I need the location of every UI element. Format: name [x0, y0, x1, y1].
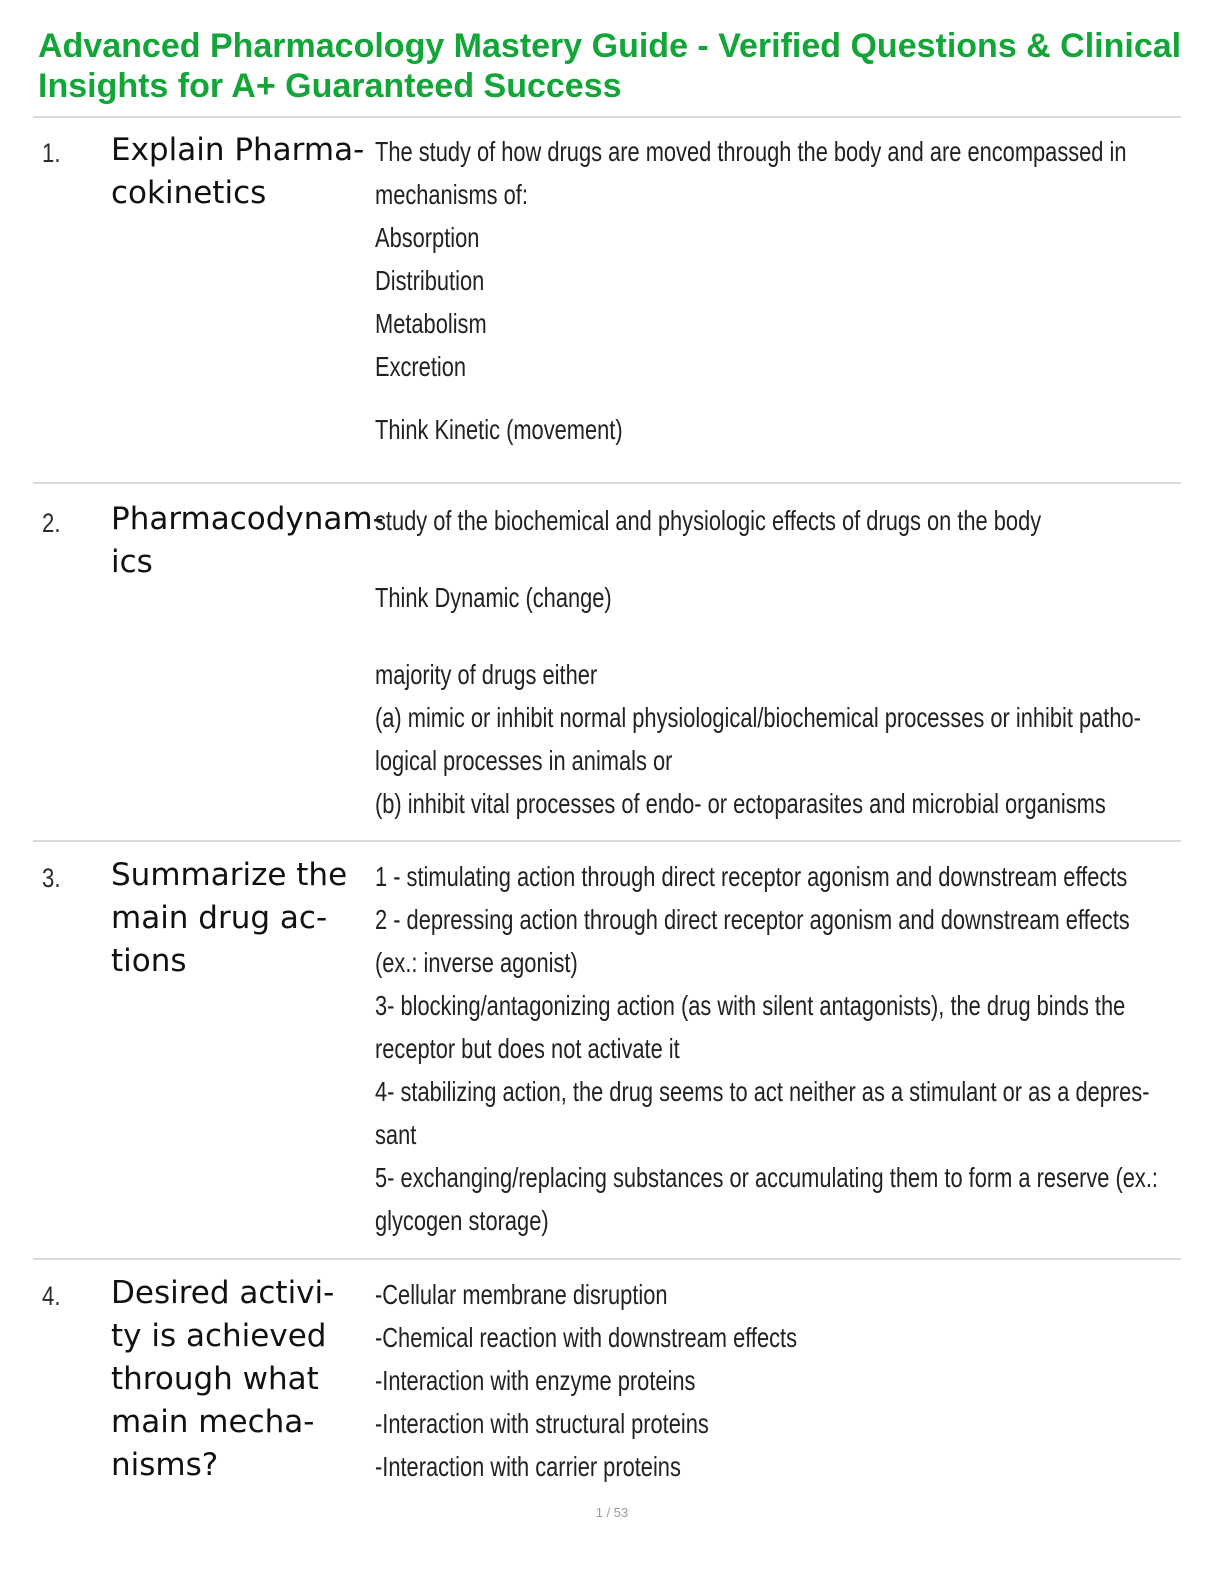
definition-line: -Interaction with enzyme proteins: [375, 1365, 696, 1396]
definition-line: -Interaction with carrier proteins: [375, 1451, 681, 1482]
definition-line: majority of drugs either: [375, 659, 598, 690]
flashcard-list: [33, 118, 1181, 1500]
definition-spacer: [375, 542, 1155, 576]
card-number: 4.: [42, 1281, 61, 1311]
definition-line: Think Kinetic (movement): [375, 414, 623, 445]
flashcard-row: [33, 1260, 1181, 1500]
definition-line: receptor but does not activate it: [375, 1033, 680, 1064]
definition-line: mechanisms of:: [375, 179, 528, 210]
definition-line: -Chemical reaction with downstream effects: [375, 1322, 798, 1353]
definition-line: -Cellular membrane disruption: [375, 1279, 668, 1310]
definition-spacer: [375, 388, 1155, 408]
document-title: Advanced Pharmacology Mastery Guide - Verified Questions & Clinical Insights for A+ Guaranteed Success: [38, 27, 1182, 105]
card-number: 3.: [42, 863, 61, 893]
definition-line: 2 - depressing action through direct receptor agonism and downstream effects: [375, 904, 1130, 935]
card-number: 1.: [42, 138, 61, 168]
definition-line: 5- exchanging/replacing substances or accumulating them to form a reserve (ex.:: [375, 1162, 1158, 1193]
definition-line: Absorption: [375, 222, 480, 253]
definition-line: (ex.: inverse agonist): [375, 947, 578, 978]
definition-line: (b) inhibit vital processes of endo- or ectoparasites and microbial organisms: [375, 788, 1106, 819]
card-term: Explain Pharma- cokinetics: [111, 132, 365, 211]
card-number: 2.: [42, 508, 61, 538]
definition-line: Metabolism: [375, 308, 487, 339]
definition-line: sant: [375, 1119, 417, 1150]
card-term: Desired activi- ty is achieved through what main mecha- nisms?: [111, 1275, 335, 1483]
definition-line: Distribution: [375, 265, 485, 296]
definition-line: The study of how drugs are moved through the body and are encompassed in: [375, 136, 1127, 167]
definition-spacer: [375, 619, 1155, 653]
definition-line: study of the biochemical and physiologic effects of drugs on the body: [375, 505, 1042, 536]
card-definition: [375, 855, 1158, 1242]
page-number: 1 / 53: [595, 1505, 629, 1520]
flashcard-row: [33, 118, 1181, 484]
definition-line: -Interaction with structural proteins: [375, 1408, 709, 1439]
definition-line: 1 - stimulating action through direct receptor agonism and downstream effects: [375, 861, 1128, 892]
card-term: Summarize the main drug ac- tions: [111, 857, 348, 979]
definition-line: Think Dynamic (change): [375, 582, 612, 613]
card-term: Pharmacodynam- ics: [111, 501, 384, 580]
card-definition: [375, 1273, 1155, 1488]
definition-line: 4- stabilizing action, the drug seems to act neither as a stimulant or as a depres-: [375, 1076, 1150, 1107]
card-definition: [375, 499, 1155, 825]
definition-line: 3- blocking/antagonizing action (as with silent antagonists), the drug binds the: [375, 990, 1126, 1021]
card-definition: [375, 130, 1155, 451]
definition-line: (a) mimic or inhibit normal physiological/biochemical processes or inhibit patho-: [375, 702, 1141, 733]
flashcard-row: [33, 484, 1181, 842]
definition-line: Excretion: [375, 351, 467, 382]
flashcard-row: [33, 842, 1181, 1260]
definition-line: glycogen storage): [375, 1205, 549, 1236]
definition-line: logical processes in animals or: [375, 745, 673, 776]
